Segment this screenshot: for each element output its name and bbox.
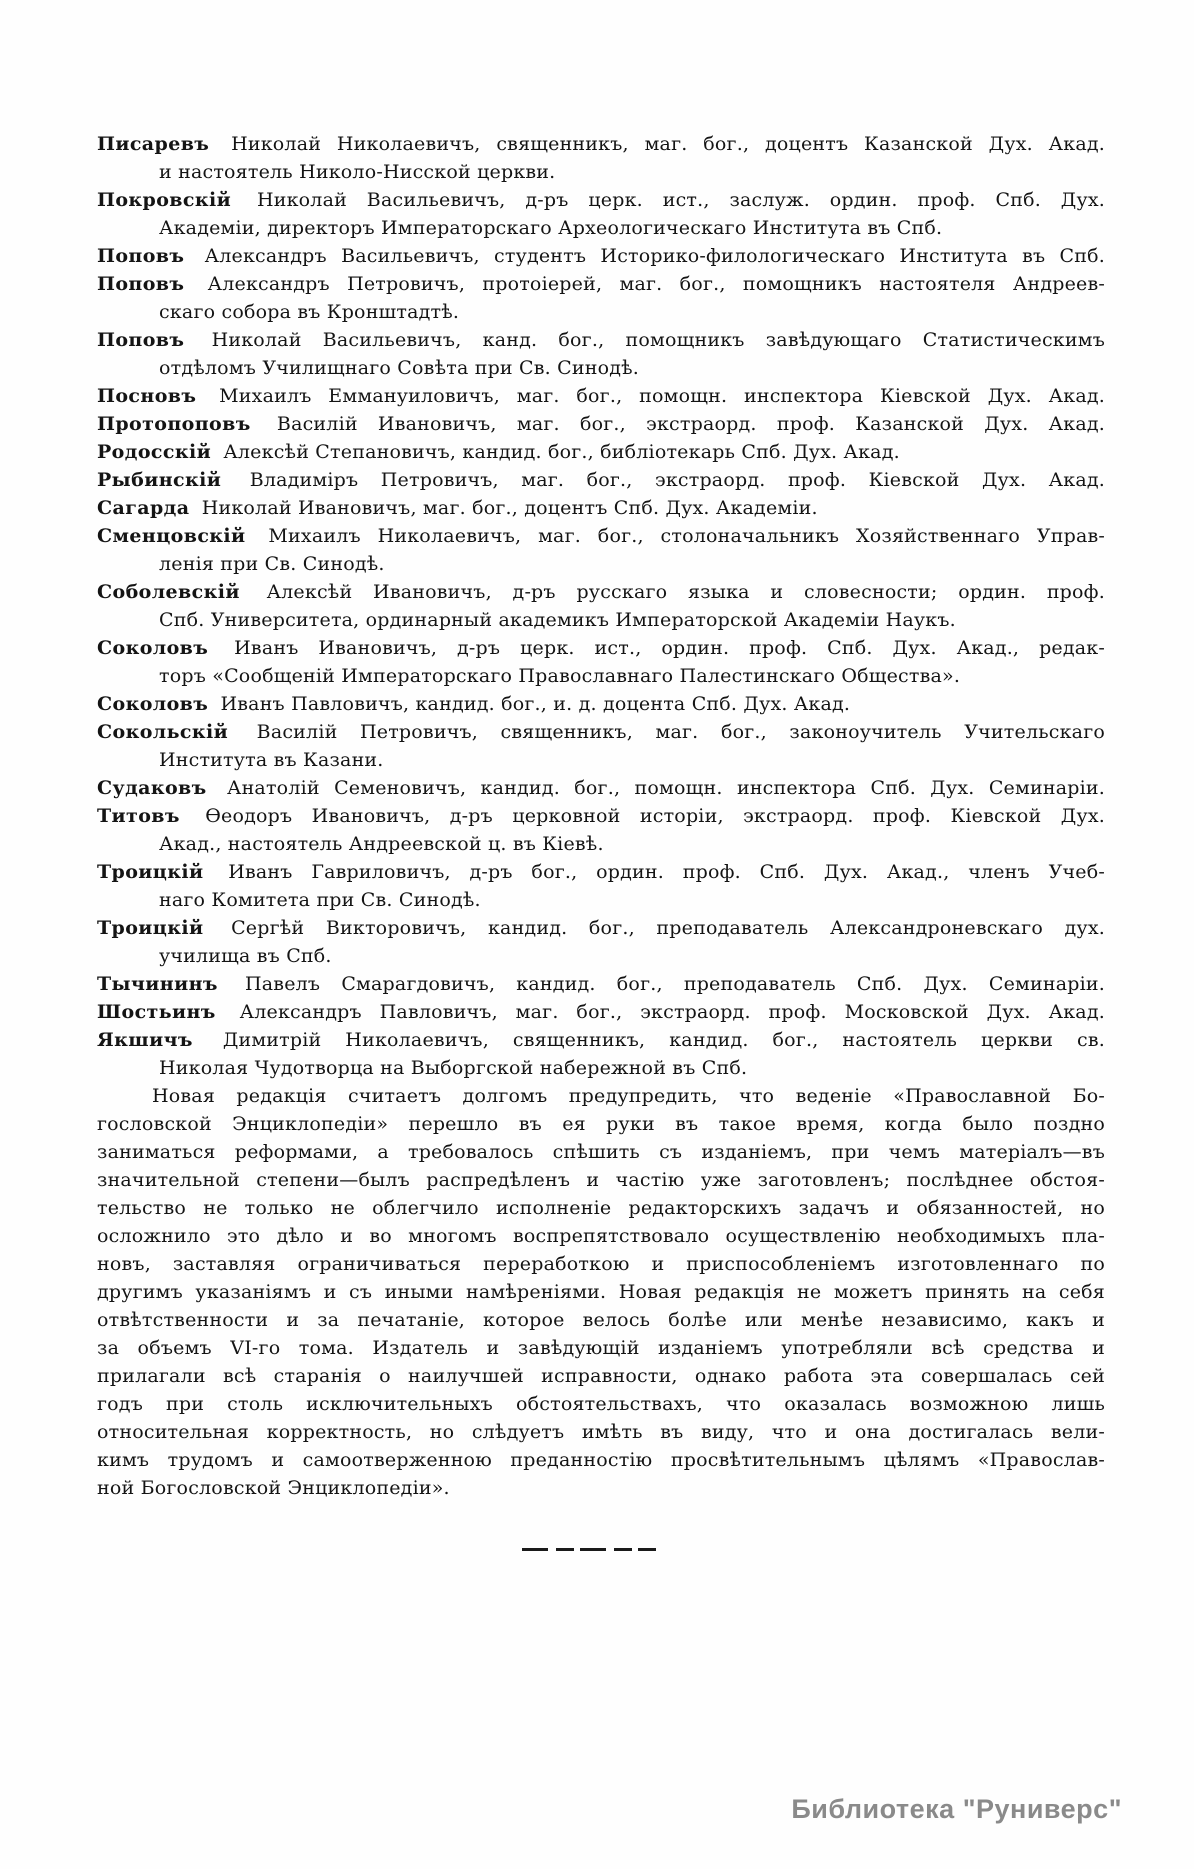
- entry-surname: Судаковъ: [97, 777, 207, 799]
- text-line: Спб. Университета, ординарный академикъ Императорской Академіи Наукъ.: [159, 609, 956, 631]
- entry-surname: Титовъ: [97, 805, 180, 827]
- text-line: Протопоповъ Василій Ивановичъ, маг. бог., экстраорд. проф. Казанской Дух. Акад.: [97, 413, 1105, 435]
- text-line: Соколовъ Иванъ Павловичъ, кандид. бог., и. д. доцента Спб. Дух. Акад.: [97, 693, 851, 715]
- text-line: училища въ Спб.: [159, 945, 332, 967]
- entry-surname: Покровскій: [97, 189, 232, 211]
- entry-surname: Поповъ: [97, 245, 185, 267]
- text-line: новъ, заставляя ограничиваться переработкою и приспособленіемъ изготовленнаго по: [97, 1253, 1105, 1275]
- text-line: Поповъ Николай Васильевичъ, канд. бог., помощникъ завѣдующаго Статистическимъ: [97, 329, 1105, 351]
- text-line: скаго собора въ Кронштадтѣ.: [159, 301, 460, 323]
- text-line: ленія при Св. Синодѣ.: [159, 553, 385, 575]
- text-line: наго Комитета при Св. Синодѣ.: [159, 889, 481, 911]
- entry-surname: Поповъ: [97, 273, 185, 295]
- text-line: ной Богословской Энциклопедіи».: [97, 1477, 450, 1499]
- scanned-page-text-block: [97, 130, 1105, 1551]
- text-line: торъ «Сообщеній Императорскаго Православнаго Палестинскаго Общества».: [159, 665, 961, 687]
- text-line: гословской Энциклопедіи» перешло въ ея руки въ такое время, когда было поздно: [97, 1113, 1105, 1135]
- entry-surname: Родосскій: [97, 441, 212, 463]
- text-line: за объемъ VI-го тома. Издатель и завѣдующій изданіемъ употребляли всѣ средства и: [97, 1337, 1105, 1359]
- text-line: значительной степени—былъ распредѣленъ и частію уже заготовленъ; послѣднее обстоя-: [97, 1169, 1105, 1191]
- entry-surname: Сагарда: [97, 497, 190, 519]
- text-line: Родосскій Алексѣй Степановичъ, кандид. бог., библіотекарь Спб. Дух. Акад.: [97, 441, 900, 463]
- text-line: кимъ трудомъ и самоотверженною преданностію просвѣтительнымъ цѣлямъ «Православ-: [97, 1449, 1105, 1471]
- text-line: Соболевскій Алексѣй Ивановичъ, д-ръ русскаго языка и словесности; ордин. проф.: [97, 581, 1105, 603]
- text-line: Якшичъ Димитрій Николаевичъ, священникъ, кандид. бог., настоятель церкви св.: [97, 1029, 1105, 1051]
- entry-surname: Протопоповъ: [97, 413, 251, 435]
- text-line: Троицкій Иванъ Гавриловичъ, д-ръ бог., ордин. проф. Спб. Дух. Акад., членъ Учеб-: [97, 861, 1105, 883]
- entry-surname: Соколовъ: [97, 693, 209, 715]
- text-line: прилагали всѣ старанія о наилучшей исправности, однако работа эта совершалась сей: [97, 1365, 1105, 1387]
- text-line: Института въ Казани.: [159, 749, 384, 771]
- text-line: годъ при столь исключительныхъ обстоятельствахъ, что оказалась возможною лишь: [97, 1393, 1105, 1415]
- text-line: Николая Чудотворца на Выборгской набережной въ Спб.: [159, 1057, 748, 1079]
- entry-surname: Соколовъ: [97, 637, 209, 659]
- text-line: осложнило это дѣло и во многомъ воспрепятствовало осуществленію необходимыхъ пла-: [97, 1225, 1105, 1247]
- text-line: тельство не только не облегчило исполненіе редакторскихъ задачъ и обязанностей, но: [97, 1197, 1105, 1219]
- entry-surname: Писаревъ: [97, 133, 210, 155]
- entry-surname: Соболевскій: [97, 581, 240, 603]
- text-line: отдѣломъ Училищнаго Совѣта при Св. Синодѣ.: [159, 357, 640, 379]
- entry-surname: Троицкій: [97, 861, 204, 883]
- text-line: Новая редакція считаетъ долгомъ предупредить, что веденіе «Православной Бо-: [152, 1085, 1105, 1107]
- text-line: относительная корректность, но слѣдуетъ имѣть въ виду, что и она достигалась вели-: [97, 1421, 1105, 1443]
- text-line: заниматься реформами, а требовалось спѣшить съ изданіемъ, при чемъ матеріалъ—въ: [97, 1141, 1105, 1163]
- text-line: Академіи, директоръ Императорскаго Археологическаго Института въ Спб.: [159, 217, 943, 239]
- entry-surname: Тычининъ: [97, 973, 218, 995]
- entry-surname: Сокольскій: [97, 721, 229, 743]
- entry-surname: Якшичъ: [97, 1029, 193, 1051]
- text-line: отвѣтственности и за печатаніе, которое велось болѣе или менѣе независимо, какъ и: [97, 1309, 1105, 1331]
- text-line: Писаревъ Николай Николаевичъ, священникъ, маг. бог., доцентъ Казанской Дух. Акад.: [97, 133, 1105, 155]
- text-line: Тычининъ Павелъ Смарагдовичъ, кандид. бог., преподаватель Спб. Дух. Семинаріи.: [97, 973, 1105, 995]
- text-line: Троицкій Сергѣй Викторовичъ, кандид. бог., преподаватель Александроневскаго дух.: [97, 917, 1105, 939]
- text-line: Соколовъ Иванъ Ивановичъ, д-ръ церк. ист., ордин. проф. Спб. Дух. Акад., редак-: [97, 637, 1105, 659]
- text-line: Покровскій Николай Васильевичъ, д-ръ церк. ист., заслуж. ордин. проф. Спб. Дух.: [97, 189, 1105, 211]
- text-line: Поповъ Александръ Васильевичъ, студентъ Историко-филологическаго Института въ Спб.: [97, 245, 1105, 267]
- text-line: Сокольскій Василій Петровичъ, священникъ, маг. бог., законоучитель Учительскаго: [97, 721, 1106, 743]
- text-line: и настоятель Николо-Нисской церкви.: [159, 161, 556, 183]
- entry-surname: Шостьинъ: [97, 1001, 216, 1023]
- text-line: Рыбинскій Владиміръ Петровичъ, маг. бог., экстраорд. проф. Кіевской Дух. Акад.: [97, 469, 1105, 491]
- text-line: другимъ указаніямъ и съ иными намѣреніями. Новая редакція не можетъ принять на себя: [97, 1281, 1105, 1303]
- entry-surname: Рыбинскій: [97, 469, 222, 491]
- text-line: Посновъ Михаилъ Еммануиловичъ, маг. бог., помощн. инспектора Кіевской Дух. Акад.: [97, 385, 1105, 407]
- library-watermark: Библиотека "Руниверс": [791, 1794, 1122, 1824]
- text-line: Поповъ Александръ Петровичъ, протоіерей, маг. бог., помощникъ настоятеля Андреев-: [97, 273, 1105, 295]
- section-divider: [522, 1548, 656, 1551]
- text-line: Сагарда Николай Ивановичъ, маг. бог., доцентъ Спб. Дух. Академіи.: [97, 497, 818, 519]
- text-line: Судаковъ Анатолій Семеновичъ, кандид. бог., помощн. инспектора Спб. Дух. Семинаріи.: [97, 777, 1105, 799]
- text-line: Акад., настоятель Андреевской ц. въ Кіевѣ.: [159, 833, 604, 855]
- entry-surname: Поповъ: [97, 329, 185, 351]
- text-line: Титовъ Ѳеодоръ Ивановичъ, д-ръ церковной исторіи, экстраорд. проф. Кіевской Дух.: [97, 805, 1105, 827]
- entry-surname: Сменцовскій: [97, 525, 246, 547]
- entry-surname: Посновъ: [97, 385, 197, 407]
- entry-surname: Троицкій: [97, 917, 204, 939]
- text-line: Шостьинъ Александръ Павловичъ, маг. бог., экстраорд. проф. Московской Дух. Акад.: [97, 1001, 1105, 1023]
- text-line: Сменцовскій Михаилъ Николаевичъ, маг. бог., столоначальникъ Хозяйственнаго Управ-: [97, 525, 1106, 547]
